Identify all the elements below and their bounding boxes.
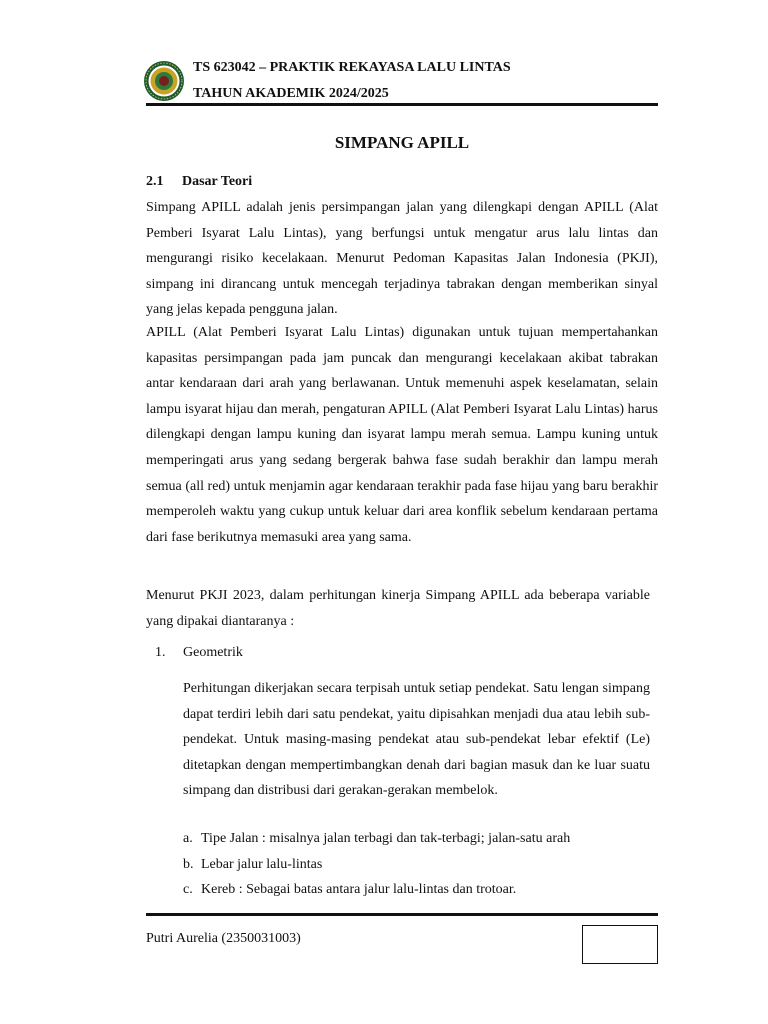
section-title: Dasar Teori [182, 174, 253, 189]
sub-list-item [183, 826, 570, 852]
footer-author: Putri Aurelia (2350031003) [146, 931, 301, 946]
sub-list-item [183, 852, 570, 878]
page-header [143, 54, 658, 108]
paragraph-apill-purpose: APILL (Alat Pemberi Isyarat Lalu Lintas) digunakan untuk tujuan mempertahankan kapasitas persimpangan pada jam puncak dan mengurangi kecelakaan akibat tabrakan antar kendaraan dari arah yang berlawanan. Untuk memenuhi aspek keselamatan, selain lampu isyarat hijau dan merah, pengaturan APILL (Alat Pemberi Isyarat Lalu Lintas) harus dilengkapi dengan lampu kuning dan isyarat lampu merah semua. Lampu kuning untuk memperingati arus yang sedang bergerak bahwa fase sudah berakhir dan lampu merah semua (all red) untuk menjamin agar kendaraan terakhir pada fase hijau yang baru berakhir memperoleh waktu yang cukup untuk keluar dari area konflik sebelum kendaraan pertama dari fase berikutnya memasuki area yang sama. [146, 325, 658, 545]
sub-list-marker: a. [183, 831, 193, 846]
list-item-geometrik [155, 645, 243, 661]
course-code-title: TS 623042 – PRAKTIK REKAYASA LALU LINTAS [193, 60, 511, 75]
list-number: 1. [155, 645, 166, 660]
section-heading [146, 174, 252, 190]
university-seal-icon [143, 60, 185, 102]
academic-year: TAHUN AKADEMIK 2024/2025 [193, 86, 389, 101]
footer-divider [146, 913, 658, 916]
sub-list-item [183, 877, 570, 903]
sub-list-text: Tipe Jalan : misalnya jalan terbagi dan tak-terbagi; jalan-satu arah [201, 831, 571, 846]
sub-list-text: Kereb : Sebagai batas antara jalur lalu-lintas dan trotoar. [201, 882, 517, 898]
section-number: 2.1 [146, 174, 164, 189]
sub-list-marker: b. [183, 856, 194, 872]
paragraph-intro: Simpang APILL adalah jenis persimpangan jalan yang dilengkapi dengan APILL (Alat Pemberi Isyarat Lalu Lintas), yang berfungsi untuk mengatur arus lalu lintas dan mengurangi risiko kecelakaan. Menurut Pedoman Kapasitas Jalan Indonesia (PKJI), simpang ini dirancang untuk mencegah terjadinya tabrakan dengan memberikan sinyal yang jelas kepada pengguna jalan. [146, 200, 658, 318]
page-number-box [582, 925, 658, 964]
paragraph-geometrik: Perhitungan dikerjakan secara terpisah untuk setiap pendekat. Satu lengan simpang dapat terdiri lebih dari satu pendekat, yaitu dipisahkan menjadi dua atau lebih sub- pendekat. Untuk masing-masing pendekat atau sub-pendekat lebar efektif (Le) ditetapkan dengan mempertimbangkan denah dari bagian masuk dan ke luar suatu simpang dan distribusi dari gerakan-gerakan membelok. [183, 681, 650, 799]
list-label: Geometrik [183, 645, 243, 660]
header-divider [146, 103, 658, 106]
page-title: SIMPANG APILL [334, 133, 470, 152]
sub-list-marker: c. [183, 882, 193, 898]
geometrik-sub-list [183, 826, 570, 903]
paragraph-pkji-variables: Menurut PKJI 2023, dalam perhitungan kinerja Simpang APILL ada beberapa variable yang dipakai diantaranya : [146, 588, 650, 629]
sub-list-text: Lebar jalur lalu-lintas [201, 856, 323, 872]
